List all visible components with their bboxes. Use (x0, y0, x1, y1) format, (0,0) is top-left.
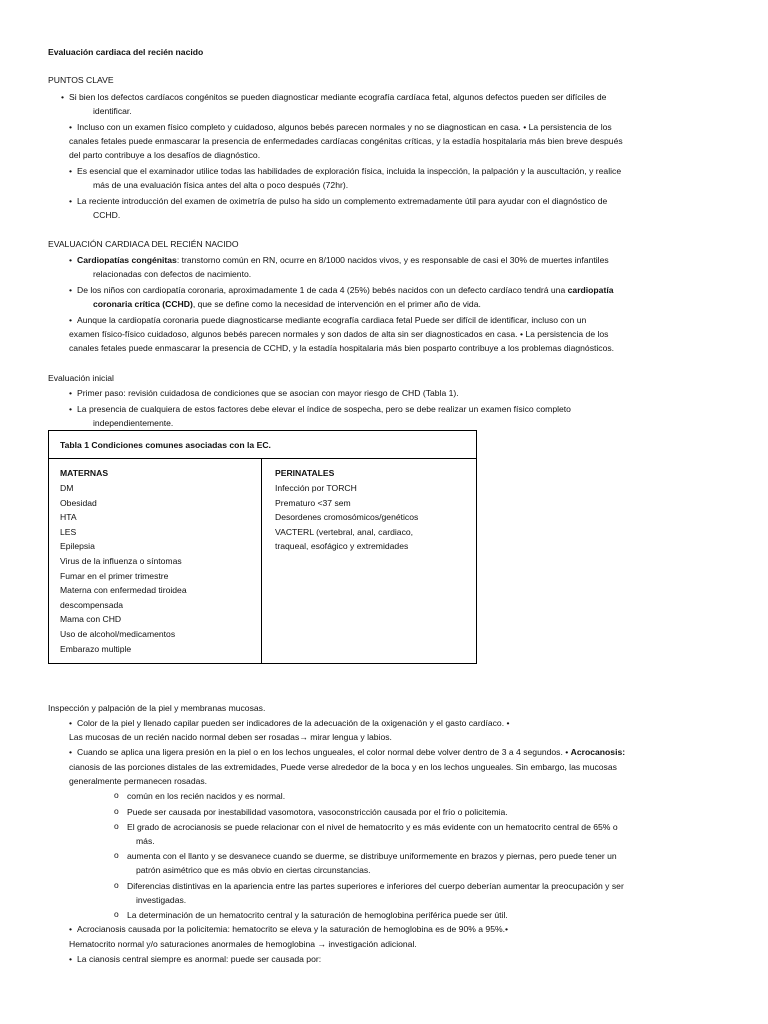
table-header (49, 431, 476, 459)
bullet-continuation: más de una evaluación física antes del alta o poco después (72hr). (93, 180, 349, 190)
table-cell-item: HTA (60, 512, 77, 523)
sub-bullet-continuation: patrón asimétrico que es más obvio en ciertas circunstancias. (136, 865, 371, 875)
bullet-continuation: canales fetales puede enmascarar la presencia de CCHD, y la estadía hospitalaria más bien posparto contribuye a los problemas diagnósticos. (69, 343, 615, 353)
bullet-line: • Si bien los defectos cardíacos congénitos se pueden diagnosticar mediante ecografía cardíaca fetal, algunos defectos pueden ser difíciles de (69, 90, 606, 105)
table-cell-item: Uso de alcohol/medicamentos (60, 629, 176, 639)
maternas-header: MATERNAS (60, 468, 109, 478)
sub-bullet-line: o común en los recién nacidos y es normal. (127, 789, 285, 804)
sub-bullet-line: o Puede ser causada por inestabilidad vasomotora, vasoconstricción causada por el frío o policitemia. (127, 805, 508, 820)
sub-bullet-line: o Diferencias distintivas en la apariencia entre las partes superiores e inferiores del cuerpo deberían aumentar la preocupación y ser (127, 879, 624, 894)
table-cell-item: Mama con CHD (60, 614, 122, 625)
bullet-text: De los niños con cardiopatía coronaria, aproximadamente 1 de cada 4 (25%) bebés nacidos con un defecto cardíaco tendrá una (77, 285, 568, 295)
table-cell-item: Infección por TORCH (275, 483, 357, 493)
bullet-line: • Acrocianosis causada por la policitemia: hematocrito se eleva y la saturación de hemoglobina es de 90% a 95%.• (77, 922, 508, 937)
puntos-clave-heading: PUNTOS CLAVE (48, 75, 114, 85)
bold-term: coronaria crítica (CCHD) (93, 299, 193, 309)
body-line: cianosis de las porciones distales de las extremidades, Puede verse alrededor de la boca y en los lechos ungueales. Sin embargo, las mucosas (69, 762, 617, 772)
bullet-text: Cuando se aplica una ligera presión en la piel o en los lechos ungueales, el color normal debe volver dentro de 3 a 4 segundos. • (77, 747, 571, 757)
bullet-continuation: canales fetales puede enmascarar la presencia de enfermedades cardíacas congénitas críticas, y la estadía hospitalaria más bien breve después (69, 136, 623, 146)
table-cell-item: LES (60, 526, 77, 537)
sub-bullet-line: o El grado de acrocianosis se puede relacionar con el nivel de hematocrito y es más evidente con un hematocrito central de 65% o (127, 820, 618, 835)
bullet-line: • Color de la piel y llenado capilar pueden ser indicadores de la adecuación de la oxigenación y el gasto cardíaco. • (77, 716, 510, 731)
bold-term: Cardiopatías congénitas (77, 255, 177, 265)
bullet-line: • Incluso con un examen físico completo y cuidadoso, algunos bebés parecen normales y no se diagnostican en casa. • La persistencia de los (77, 120, 612, 135)
table-cell-item: Fumar en el primer trimestre (60, 570, 169, 581)
evaluacion-inicial-heading: Evaluación inicial (48, 373, 114, 383)
bullet-text: : transtorno común en RN, ocurre en 8/1000 nacidos vivos, y es responsable de casi el 30% de muertes infantiles (176, 255, 609, 265)
table-cell-item: VACTERL (vertebral, anal, cardiaco, (275, 526, 414, 537)
bullet-line: • Aunque la cardiopatía coronaria puede diagnosticarse mediante ecografía cardiaca fetal Puede ser difícil de identificar, incluso con un (77, 313, 586, 328)
body-line: Hematocrito normal y/o saturaciones anormales de hemoglobina → investigación adicional. (69, 939, 417, 949)
table-cell-item: Desordenes cromosómicos/genéticos (275, 512, 419, 523)
table-cell-item: Embarazo multiple (60, 643, 132, 654)
bullet-continuation: independientemente. (93, 418, 174, 428)
sub-bullet-continuation: más. (136, 836, 155, 846)
sub-bullet-line: o aumenta con el llanto y se desvanece cuando se duerme, se distribuye uniformemente en brazos y piernas, pero puede tener un (127, 849, 617, 864)
bullet-continuation: del parto contribuye a los desafíos de diagnóstico. (69, 150, 261, 160)
bullet-line: • La reciente introducción del examen de oximetría de pulso ha sido un complemento extremadamente útil para ayudar con el diagnóstico de (77, 194, 607, 209)
bullet-line: • La presencia de cualquiera de estos factores debe elevar el índice de sospecha, pero se debe realizar un examen físico completo (77, 402, 571, 417)
table-cell-item: Virus de la influenza o síntomas (60, 556, 182, 566)
sub-bullet-line: o La determinación de un hematocrito central y la saturación de hemoglobina periférica puede ser útil. (127, 908, 508, 923)
body-line: generalmente permanecen rosadas. (69, 776, 208, 786)
bullet-continuation: relacionadas con defectos de nacimiento. (93, 269, 252, 279)
document-title: Evaluación cardiaca del recién nacido (48, 47, 204, 57)
body-line: Las mucosas de un recién nacido normal deben ser rosadas→ mirar lengua y labios. (69, 732, 392, 742)
bold-term: Acrocanosis: (570, 747, 626, 757)
table-cell-item: Obesidad (60, 497, 97, 508)
table-cell-item: Materna con enfermedad tiroidea (60, 585, 187, 596)
sub-bullet-continuation: investigadas. (136, 895, 187, 905)
table-cell-item: descompensada (60, 599, 124, 610)
table-column-divider (261, 459, 262, 663)
bold-term: cardiopatía (567, 285, 614, 295)
bullet-continuation: CCHD. (93, 210, 121, 220)
bullet-line: • La cianosis central siempre es anormal: puede ser causada por: (77, 952, 321, 967)
table-cell-item: traqueal, esofágico y extremidades (275, 541, 409, 552)
bullet-text: , que se define como la necesidad de intervención en el primer año de vida. (192, 299, 481, 309)
evaluacion-heading: EVALUACIÓN CARDIACA DEL RECIÉN NACIDO (48, 239, 239, 249)
bullet-line: • Primer paso: revisión cuidadosa de condiciones que se asocian con mayor riesgo de CHD (Tabla 1). (77, 386, 459, 401)
perinatales-header: PERINATALES (275, 468, 335, 478)
bullet-continuation: identificar. (93, 106, 132, 116)
bullet-line (77, 253, 609, 268)
table-cell-item: Prematuro <37 sem (275, 497, 351, 508)
bullet-line (77, 745, 625, 760)
bullet-continuation: examen físico-físico cuidadoso, algunos bebés parecen normales y son dados de alta sin ser diagnosticados en casa. • La persistencia de los (69, 329, 609, 339)
table-title: Tabla 1 Condiciones comunes asociadas con la EC. (60, 440, 271, 450)
conditions-table (48, 430, 477, 664)
bullet-line (77, 283, 614, 298)
table-cell-item: Epilepsia (60, 541, 95, 552)
bullet-continuation (93, 297, 481, 312)
inspeccion-heading: Inspección y palpación de la piel y membranas mucosas. (48, 703, 266, 713)
table-cell-item: DM (60, 483, 74, 493)
bullet-line: • Es esencial que el examinador utilice todas las habilidades de exploración física, incluida la inspección, la palpación y la auscultación, y realice (77, 164, 621, 179)
